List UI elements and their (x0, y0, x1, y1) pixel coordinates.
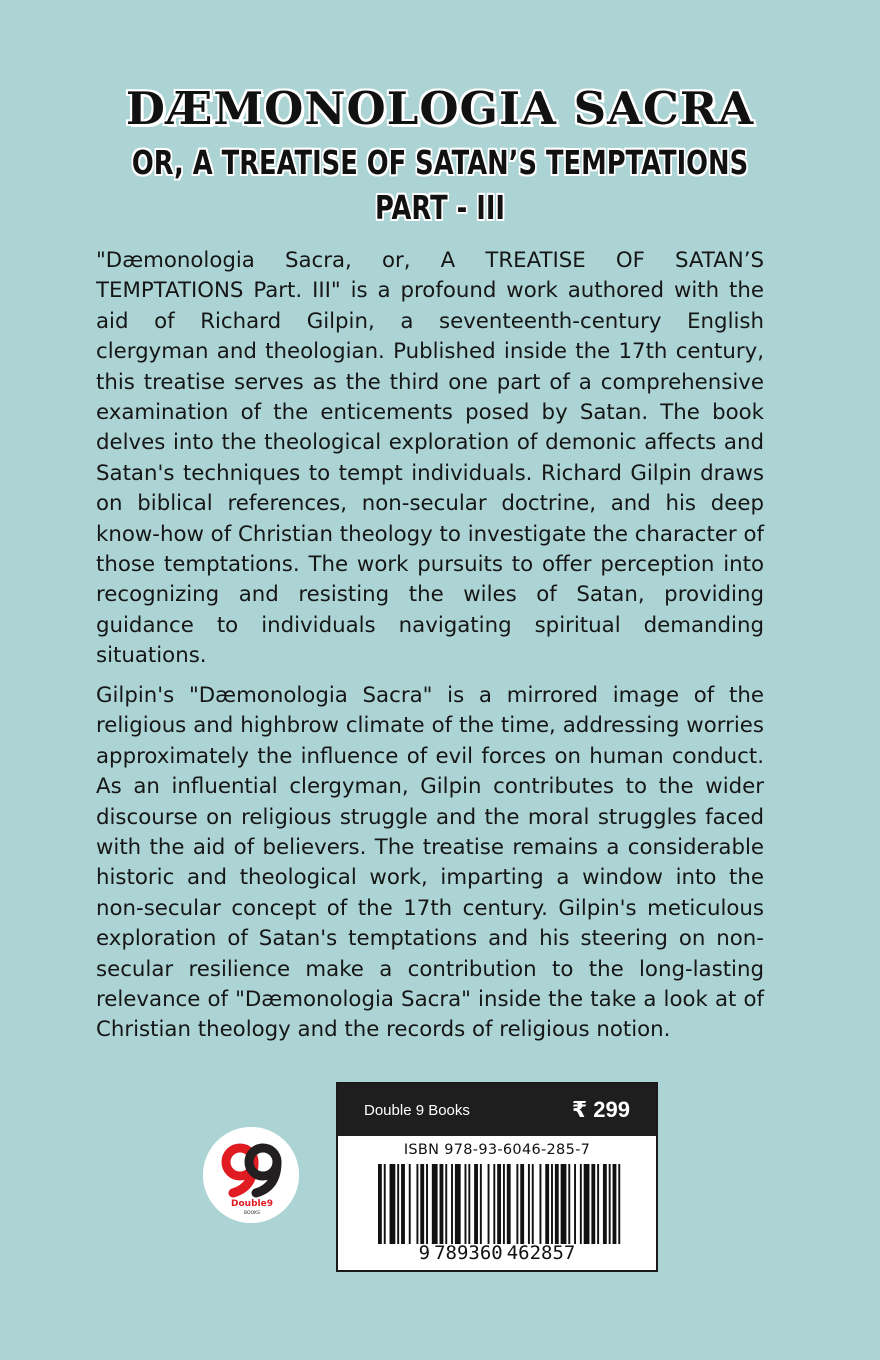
barcode-bar (520, 1164, 524, 1244)
barcode-digit-group: 789360 (434, 1242, 503, 1264)
barcode-bar (455, 1164, 461, 1244)
barcode-bar (507, 1164, 511, 1244)
barcode-bar (390, 1164, 396, 1244)
barcode-bar (568, 1164, 570, 1244)
barcode-bar (584, 1164, 590, 1244)
book-title: DÆMONOLOGIA SACRA (125, 82, 755, 135)
barcode-bar (503, 1164, 505, 1244)
book-part: PART - III (375, 188, 505, 227)
barcode-bar (555, 1164, 559, 1244)
price-bar (338, 1084, 656, 1136)
barcode-bar (532, 1164, 534, 1244)
barcode-bar (401, 1164, 405, 1244)
isbn-label: ISBN 978-93-6046-285-7 (403, 1142, 591, 1158)
price-barcode-box (336, 1082, 658, 1272)
barcode-bar (545, 1164, 549, 1244)
barcode-bar (378, 1164, 382, 1244)
barcode-bar (516, 1164, 518, 1244)
barcode-bar (574, 1164, 576, 1244)
book-subtitle: OR, A TREATISE OF SATAN’S TEMPTATIONS (131, 143, 749, 182)
publisher-name: Double 9 Books (364, 1101, 470, 1119)
barcode-bar (445, 1164, 447, 1244)
description-paragraph-2: Gilpin's "Dæmonologia Sacra" is a mirrored image of the religious and highbrow climate of the time, addressing worries approximately the influence of evil forces on human conduct. As an influential clergyman, Gilpin contributes to the wider discourse on religious struggle and the moral struggles faced with the aid of believers. The treatise remains a considerable historic and theological work, imparting a window into the non-secular concept of the 17th century. Gilpin's meticulous exploration of Satan's temptations and his steering on non-secular resilience make a contribution to the long-lasting relevance of "Dæmonologia Sacra" inside the take a look at of Christian theology and the records of religious notion. (96, 683, 764, 1043)
barcode-bar (384, 1164, 386, 1244)
price-label: ₹ 299 (571, 1097, 630, 1122)
barcode-bar (580, 1164, 582, 1244)
barcode-digit-group: 9 (418, 1242, 431, 1264)
description-paragraph-1: "Dæmonologia Sacra, or, A TREATISE OF SATAN’S TEMPTATIONS Part. III" is a profound work authored with the aid of Richard Gilpin, a seventeenth-century English clergyman and theologian. Published inside the 17th century, this treatise serves as the third one part of a comprehensive examination of the enticements posed by Satan. The book delves into the theological exploration of demonic affects and Satan's techniques to tempt individuals. Richard Gilpin draws on biblical references, non-secular doctrine, and his deep know-how of Christian theology to investigate the character of those temptations. The work pursuits to offer perception into recognizing and resisting the wiles of Satan, providing guidance to individuals navigating spiritual demanding situations. (96, 248, 764, 669)
logo-subtext: BOOKS (244, 1211, 260, 1216)
barcode-bar (618, 1164, 620, 1244)
double9-logo-icon (203, 1127, 299, 1223)
logo-text: Double9 (231, 1199, 273, 1209)
barcode-bar (488, 1164, 490, 1244)
barcode-bar (426, 1164, 428, 1244)
barcode-bar (539, 1164, 541, 1244)
barcode-bar (613, 1164, 617, 1244)
barcode-bar (451, 1164, 453, 1244)
barcode-bar (420, 1164, 424, 1244)
barcode-bar (397, 1164, 399, 1244)
barcode-bar (551, 1164, 553, 1244)
barcode-bar (440, 1164, 444, 1244)
barcode-bar (609, 1164, 611, 1244)
barcode-bar (416, 1164, 418, 1244)
barcode-bar (493, 1164, 495, 1244)
barcode-digits (338, 1242, 656, 1264)
barcode-icon (378, 1164, 626, 1244)
barcode-bar (591, 1164, 595, 1244)
barcode-bar (474, 1164, 478, 1244)
barcode-bar (409, 1164, 411, 1244)
barcode-bar (597, 1164, 599, 1244)
barcode-digit-group: 462857 (506, 1242, 576, 1264)
barcode-bar (465, 1164, 467, 1244)
barcode-bar (497, 1164, 501, 1244)
barcode-bar (468, 1164, 470, 1244)
barcode-bar (432, 1164, 438, 1244)
barcode-bar (603, 1164, 607, 1244)
barcode-bar (561, 1164, 567, 1244)
barcode-bar (480, 1164, 482, 1244)
barcode-bar (528, 1164, 530, 1244)
